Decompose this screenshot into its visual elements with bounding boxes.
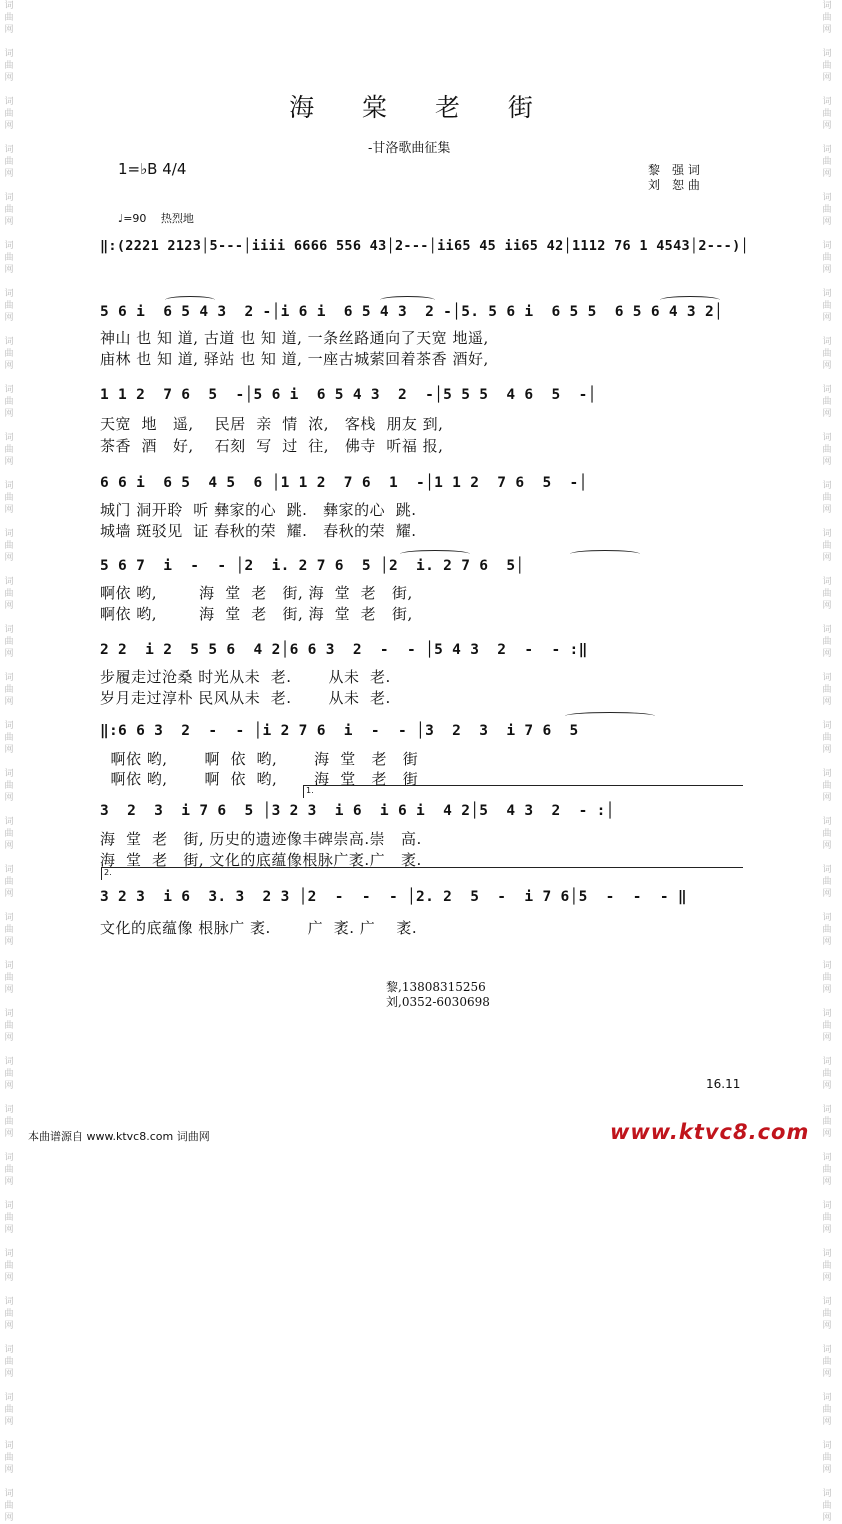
contact-lyricist: 黎,13808315256 bbox=[386, 980, 486, 994]
notes-line-8: 3 2 3 i 6 3. 3 2 3 │2 - - - │2. 2 5 - i 7 6│5 - - - ‖ bbox=[100, 889, 687, 905]
notes-line-6: ‖:6 6 3 2 - - │i 2 7 6 i - - │3 2 3 i 7 6 5 bbox=[100, 723, 579, 739]
lyric-2-verse-2: 茶香 酒 好, 石刻 写 过 往, 佛寺 听福 报, bbox=[100, 437, 444, 455]
watermark-right: 词 曲 网 词 曲 网 词 曲 网 词 曲 网 词 曲 网 词 曲 网 词 曲 网 词 曲 网 词 曲 网 词 曲 网 词 曲 网 词 曲 网 词 曲 网 词 曲 网 词 曲 网 词 曲 网 词 曲 网 词 曲 网 词 曲 网 词 曲 网 词 曲 网 词 曲 网 词 曲 网 词 曲 网 词 曲 网 词 曲 网 词 曲 网 词 曲 网 词 曲 网 词 曲 网 词 曲 网 词 曲 网 bbox=[822, 1, 832, 1523]
lyric-1-verse-2: 庙林 也 知 道, 驿站 也 知 道, 一座古城萦回着茶香 酒好, bbox=[100, 350, 489, 368]
lyric-5-verse-2: 岁月走过淳朴 民风从未 老. 从未 老. bbox=[100, 689, 391, 707]
lyric-3-verse-1: 城门 洞开聆 听 彝家的心 跳. 彝家的心 跳. bbox=[100, 501, 417, 519]
lyric-3-verse-2: 城墙 斑驳见 证 春秋的荣 耀. 春秋的荣 耀. bbox=[100, 522, 417, 540]
subtitle: -甘洛歌曲征集 bbox=[368, 141, 451, 156]
song-title: 海 棠 老 街 bbox=[289, 93, 553, 122]
lyric-8: 文化的底蕴像 根脉广 袤. 广 袤. 广 袤. bbox=[100, 919, 418, 937]
slur bbox=[380, 296, 435, 304]
lyric-6-verse-2: 啊依 哟, 啊 依 哟, 海 堂 老 街 bbox=[100, 770, 419, 788]
notes-line-2: 1 1 2 7 6 5 -│5 6 i 6 5 4 3 2 -│5 5 5 4 6 5 -│ bbox=[100, 387, 597, 403]
slur bbox=[565, 712, 655, 720]
lyric-4-verse-1: 啊依 哟, 海 堂 老 街, 海 堂 老 街, bbox=[100, 584, 413, 602]
site-logo: www.ktvc8.com bbox=[610, 1120, 810, 1144]
volta-first-ending: 1. bbox=[303, 785, 743, 798]
key-signature: 1=♭B 4/4 bbox=[118, 160, 187, 178]
slur bbox=[570, 550, 640, 558]
lyric-6-verse-1: 啊依 哟, 啊 依 哟, 海 堂 老 街 bbox=[100, 750, 419, 768]
notes-line-7: 3 2 3 i 7 6 5 │3 2 3 i 6 i 6 i 4 2│5 4 3 2 - :│ bbox=[100, 803, 615, 819]
watermark-left: 词 曲 网 词 曲 网 词 曲 网 词 曲 网 词 曲 网 词 曲 网 词 曲 网 词 曲 网 词 曲 网 词 曲 网 词 曲 网 词 曲 网 词 曲 网 词 曲 网 词 曲 网 词 曲 网 词 曲 网 词 曲 网 词 曲 网 词 曲 网 词 曲 网 词 曲 网 词 曲 网 词 曲 网 词 曲 网 词 曲 网 词 曲 网 词 曲 网 词 曲 网 词 曲 网 词 曲 网 词 曲 网 bbox=[4, 1, 14, 1523]
composer: 刘 恕 曲 bbox=[648, 178, 700, 192]
volta-second-ending: 2. bbox=[101, 867, 743, 880]
lyric-1-verse-1: 神山 也 知 道, 古道 也 知 道, 一条丝路通向了天宽 地遥, bbox=[100, 329, 489, 347]
lyric-7-verse-2: 海 堂 老 街, 文化的底蕴像根脉广袤.广 袤. bbox=[100, 851, 422, 869]
notes-line-5: 2 2 i 2 5 5 6 4 2│6 6 3 2 - - │5 4 3 2 - - :‖ bbox=[100, 642, 588, 658]
intro-notes: ‖:(2221 2123│5---│iiii 6666 556 43│2---│ii65 45 ii65 42│1112 76 1 4543│2---)│ bbox=[100, 238, 749, 254]
contact-info bbox=[386, 980, 490, 1010]
lyric-5-verse-1: 步履走过沧桑 时光从未 老. 从未 老. bbox=[100, 668, 391, 686]
slur bbox=[660, 296, 720, 304]
notes-line-1: 5 6 i 6 5 4 3 2 -│i 6 i 6 5 4 3 2 -│5. 5 6 i 6 5 5 6 5 6 4 3 2│ bbox=[100, 304, 724, 320]
credits bbox=[648, 163, 700, 193]
slur bbox=[400, 550, 470, 558]
tempo-marking: ♩=90 热烈地 bbox=[118, 212, 194, 225]
contact-composer: 刘,0352-6030698 bbox=[386, 995, 490, 1009]
lyric-7-verse-1: 海 堂 老 街, 历史的遗迹像丰碑崇高.崇 高. bbox=[100, 830, 422, 848]
lyric-2-verse-1: 天宽 地 遥, 民居 亲 情 浓, 客栈 朋友 到, bbox=[100, 415, 444, 433]
lyricist: 黎 强 词 bbox=[648, 163, 700, 177]
source-footer: 本曲谱源自 www.ktvc8.com 词曲网 bbox=[28, 1130, 210, 1143]
slur bbox=[165, 296, 215, 304]
notes-line-3: 6 6 i 6 5 4 5 6 │1 1 2 7 6 1 -│1 1 2 7 6 5 -│ bbox=[100, 475, 588, 491]
notes-line-4: 5 6 7 i - - │2 i. 2 7 6 5 │2 i. 2 7 6 5│ bbox=[100, 558, 525, 574]
date: 16.11 bbox=[706, 1077, 741, 1091]
lyric-4-verse-2: 啊依 哟, 海 堂 老 街, 海 堂 老 街, bbox=[100, 605, 413, 623]
